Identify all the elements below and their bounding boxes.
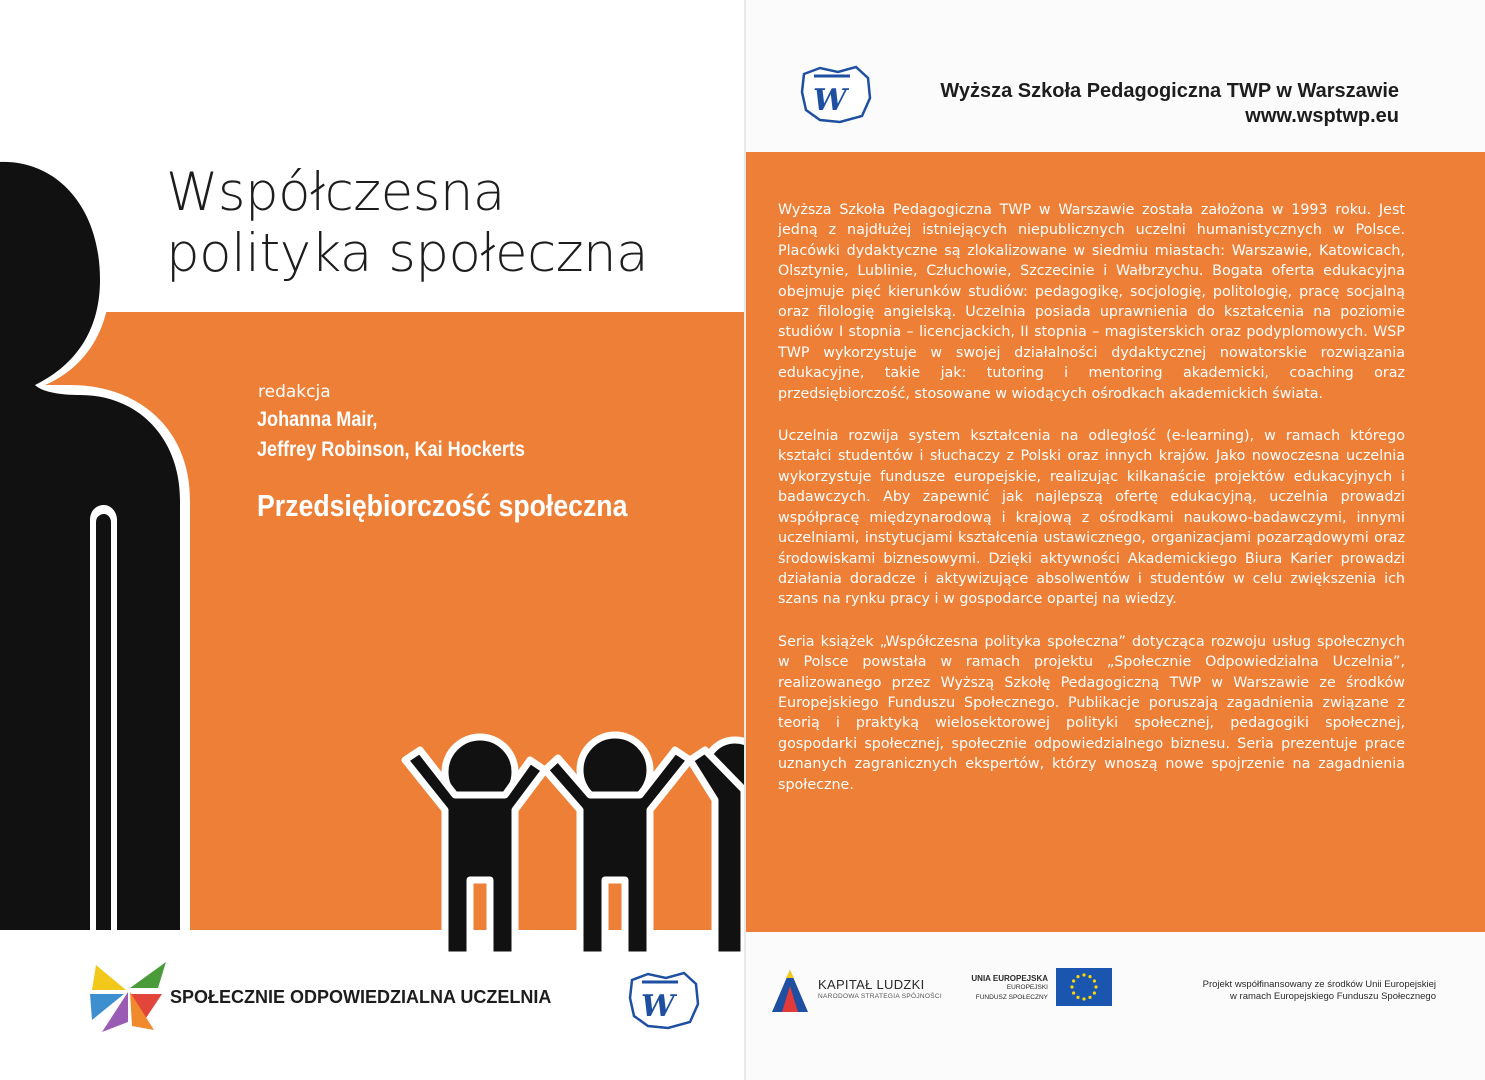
editors [257, 405, 525, 465]
eu-label-line1: UNIA EUROPEJSKA [971, 974, 1048, 983]
series-title-line1: Współczesna [166, 162, 505, 223]
colorful-square-logo-icon [88, 960, 170, 1035]
school-url: www.wsptwp.eu [1245, 105, 1399, 127]
wsp-twp-logo-icon [796, 64, 876, 126]
group-of-people-icon [405, 735, 744, 955]
series-title-line2: polityka społeczna [166, 223, 649, 284]
paragraph: Wyższa Szkoła Pedagogiczna TWP w Warszawie została założona w 1993 roku. Jest jedną z najdłużej istniejących niepublicznych uczelni humanistycznych w Polsce. Placówki dydaktyczne są zlokalizowane w siedmiu miastach: Warszawie, Katowicach, Olsztynie, Lublinie, Człuchowie, Szczecinie i Wałbrzychu. Bogata oferta edukacyjna obejmuje pięć kierunków studiów: pedagogikę, socjologię, politologię, pracę socjalną oraz filologię angielską. Uczelnia posiada uprawnienia do kształcenia na poziomie studiów I stopnia – licencjackich, II stopnia – magisterskich oraz podyplomowych. WSP TWP wykorzystuje w swojej działalności dydaktycznej nowatorskie rozwiązania edukacyjne, takie jak: tutoring i mentoring akademicki, coaching oraz przedsiębiorczość, stosowane w wiodących ośrodkach akademickich świata. [778, 202, 1405, 402]
program-name: SPOŁECZNIE ODPOWIEDZIALNA UCZELNIA [170, 987, 552, 1007]
editor-label: redakcja [258, 382, 331, 402]
back-cover [746, 0, 1485, 1080]
project-note-line1: Projekt współfinansowany ze środków Unii Europejskiej [1202, 979, 1436, 990]
eu-label-line2: EUROPEJSKI [1006, 984, 1048, 991]
school-name: Wyższa Szkoła Pedagogiczna TWP w Warszawie [940, 80, 1399, 102]
back-orange-band [746, 152, 1485, 932]
large-person-icon [0, 152, 190, 930]
project-note [1106, 979, 1436, 1003]
editors-line2: Jeffrey Robinson, Kai Hockerts [257, 438, 525, 461]
kapital-ludzki-logo-icon [768, 966, 814, 1016]
series-title [166, 162, 726, 284]
svg-text:W: W [641, 989, 675, 1024]
project-note-line2: w ramach Europejskiego Funduszu Społecznego [1230, 991, 1436, 1002]
kapital-ludzki-subtitle: NARODOWA STRATEGIA SPÓJNOŚCI [818, 993, 942, 1000]
paragraph: Seria książek „Współczesna polityka społeczna” dotycząca rozwoju usług społecznych w Polsce powstała w ramach projektu „Społecznie Odpowiedzialna Uczelnia”, realizowanego przez Wyższą Szkołę Pedagogiczną TWP w Warszawie ze środków Europejskiego Funduszu Społecznego. Publikacje poruszają zagadnienia związane z teorią i praktyką wielosektorowej polityki społecznej, pedagogiki społecznej, gospodarki społecznej, społecznie odpowiedzialnego biznesu. Seria prezentuje prace uznanych zagranicznych ekspertów, którzy wnoszą nowe spojrzenie na zagadnienia społeczne. [778, 633, 1405, 793]
eu-fund-label [951, 974, 1048, 1003]
eu-label-line3: FUNDUSZ SPOŁECZNY [975, 994, 1048, 1001]
back-description [778, 200, 1405, 817]
kapital-ludzki-title: KAPITAŁ LUDZKI [818, 977, 925, 992]
paragraph: Uczelnia rozwija system kształcenia na odległość (e-learning), w ramach którego kształci studentów i słuchaczy z Polski oraz innych krajów. Jako nowoczesna uczelnia wykorzystuje fundusze europejskie, realizując kilkanaście projektów edukacyjnych i badawczych. Aby zapewnić jak najlepszą ofertę edukacyjną, uczelnia prowadzi współpracę międzynarodową i krajową z ośrodkami naukowo-badawczymi, innymi uczelniami, instytucjami kształcenia ustawicznego, organizacjami pozarządowymi oraz środowiskami biznesowymi. Dzięki aktywności Akademickiego Biura Karier prowadzi działania doradcze i aktywizujące absolwentów i studentów w celu zwiększenia ich szans na rynku pracy i w gospodarce opartej na wiedzy. [778, 428, 1405, 608]
book-title: Przedsiębiorczość społeczna [257, 488, 628, 523]
wsp-twp-logo-icon [626, 970, 702, 1032]
editors-line1: Johanna Mair, [257, 408, 378, 431]
eu-flag-icon [1056, 968, 1112, 1006]
school-header [940, 79, 1399, 129]
svg-text:W: W [813, 83, 847, 118]
